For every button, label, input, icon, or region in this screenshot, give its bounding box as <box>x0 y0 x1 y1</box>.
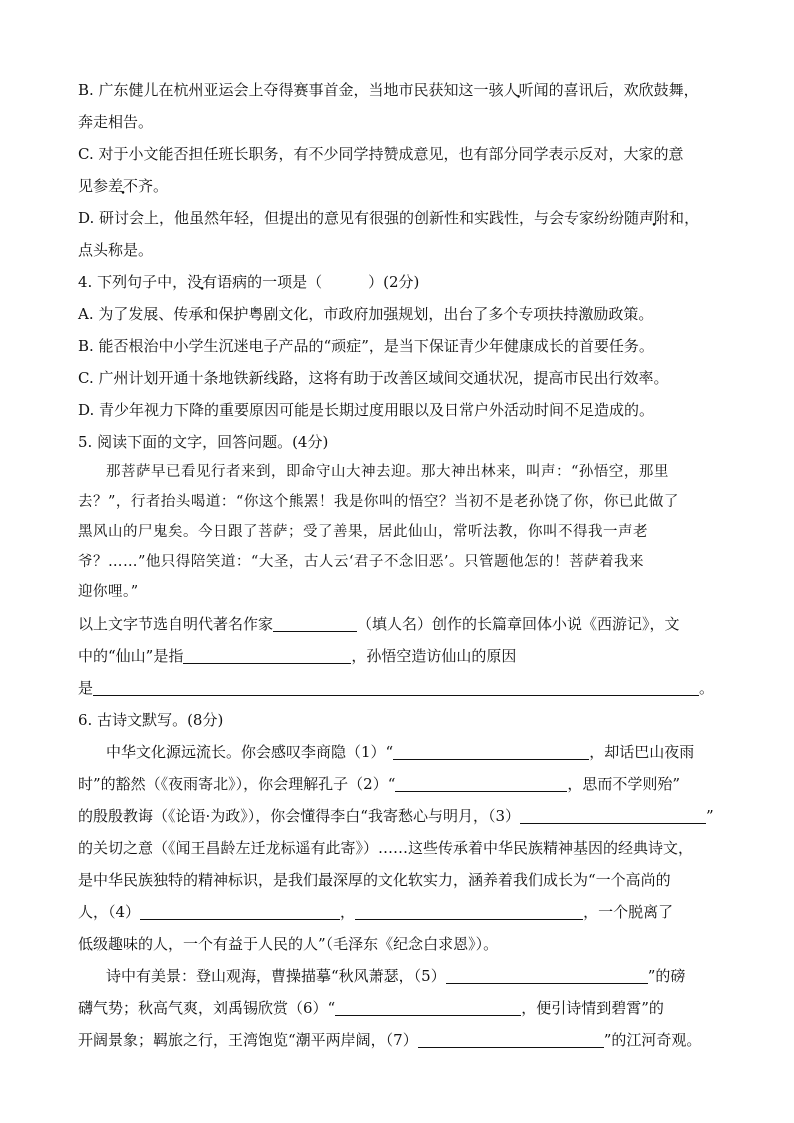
xianshan-answer-blank[interactable] <box>183 647 351 664</box>
poem-blank-1[interactable] <box>393 743 589 760</box>
q4-option-c: C. 广州计划开通十条地铁新线路，这将有助于改善区域间交通状况，提高市民出行效率。 <box>78 369 669 387</box>
emphasized-idiom: 参差不齐 <box>93 177 154 195</box>
q5-stem: 5. 阅读下面的文字，回答问题。(4分) <box>78 433 329 451</box>
poem-blank-4a[interactable] <box>140 903 340 920</box>
q5-question-line1: 以上文字节选自明代著名作家 （填人名）创作的长篇章回体小说《西游记》，文 <box>78 615 680 633</box>
q3-option-b-line1: B. 广东健儿在杭州亚运会上夺得赛事首金，当地市民获知这一骇人听闻的喜讯后，欢欣鼓舞， <box>78 81 699 99</box>
q5-passage-line5: 迎你哩。” <box>78 584 139 600</box>
q6-line9: 礴气势；秋高气爽，刘禹锡欣赏（6）“ ，便引诗情到碧霄”的 <box>78 999 664 1017</box>
poem-blank-4b[interactable] <box>355 903 583 920</box>
q6-line6: 人，（4） ， ，一个脱离了 <box>78 903 674 921</box>
q4-option-a: A. 为了发展、传承和保护粤剧文化，市政府加强规划，出台了多个专项扶持激励政策。 <box>78 305 654 323</box>
emphasized-idiom: 骇人听闻 <box>488 81 549 99</box>
q6-line7: 低级趣味的人，一个有益于人民的人”（毛泽东《纪念白求恩》）。 <box>78 935 499 953</box>
q5-question-line2: 中的“仙山”是指 ，孙悟空造访仙山的原因 <box>78 647 517 665</box>
reason-answer-blank[interactable] <box>93 679 699 696</box>
q6-line5: 是中华民族独特的精神标识，是我们最深厚的文化软实力，涵养着我们成长为“一个高尚的 <box>78 871 671 889</box>
q6-line1: 中华文化源远流长。你会感叹李商隐（1）“ ，却话巴山夜雨 <box>106 743 695 761</box>
q5-question-line3: 是 。 <box>78 679 715 697</box>
q6-line10: 开阔景象；羁旅之行，王湾饱览“潮平两岸阔，（7） ”的江河奇观。 <box>78 1031 702 1049</box>
q5-passage-line1: 那菩萨早已看见行者来到，即命守山大神去迎。那大神出林来，叫声：“孙悟空，那里 <box>106 464 669 480</box>
author-answer-blank[interactable] <box>273 615 357 632</box>
q6-line3: 的殷殷教诲（《论语·为政》），你会懂得李白“我寄愁心与明月，（3） ” <box>78 807 714 825</box>
q5-passage-line2: 去？”，行者抬头喝道：“你这个熊罴！我是你叫的悟空？当初不是老孙饶了你，你已此做了 <box>78 494 679 510</box>
q3-option-c-line1: C. 对于小文能否担任班长职务，有不少同学持赞成意见，也有部分同学表示反对，大家的意 <box>78 145 684 163</box>
q6-line8: 诗中有美景：登山观海，曹操描摹“秋风萧瑟，（5） ”的磅 <box>106 967 686 985</box>
q6-stem: 6. 古诗文默写。(8分) <box>78 711 224 729</box>
q3-option-d-line2: 点头称是。 <box>78 241 154 259</box>
q3-option-c-line2: 见参差不齐。 <box>78 177 169 195</box>
q4-option-d: D. 青少年视力下降的重要原因可能是长期过度用眼以及日常户外活动时间不足造成的。 <box>78 401 655 419</box>
q3-option-b-line2: 奔走相告。 <box>78 113 154 131</box>
q6-line4: 的关切之意（《闻王昌龄左迁龙标遥有此寄》）……这些传承着中华民族精神基因的经典诗文， <box>78 839 694 857</box>
poem-blank-5[interactable] <box>446 967 648 984</box>
poem-blank-3[interactable] <box>520 807 706 824</box>
q4-option-b: B. 能否根治中小学生沉迷电子产品的“顽症”，是当下保证青少年健康成长的首要任务。 <box>78 337 654 355</box>
q3-option-d-line1: D. 研讨会上，他虽然年轻，但提出的意见有很强的创新性和实践性，与会专家纷纷随声附和， <box>78 209 700 227</box>
poem-blank-6[interactable] <box>335 999 521 1016</box>
poem-blank-2[interactable] <box>395 775 567 792</box>
q5-passage-line4: 爷？……”他只得陪笑道：“大圣，古人云‘君子不念旧恶’。只管题他怎的！菩萨着我来 <box>78 554 645 570</box>
q6-line2: 时”的豁然（《夜雨寄北》），你会理解孔子（2）“ ，思而不学则殆” <box>78 775 681 793</box>
emphasized-idiom: 随声附和 <box>624 209 685 227</box>
q4-stem: 4. 下列句子中，没有语病的一项是（ ）(2分) <box>78 273 420 291</box>
q5-passage-line3: 黑风山的尸鬼矣。今日跟了菩萨；受了善果，居此仙山，常听法教，你叫不得我一声老 <box>78 524 648 540</box>
emphasized-word: 没有 <box>187 273 218 291</box>
poem-blank-7[interactable] <box>418 1031 604 1048</box>
